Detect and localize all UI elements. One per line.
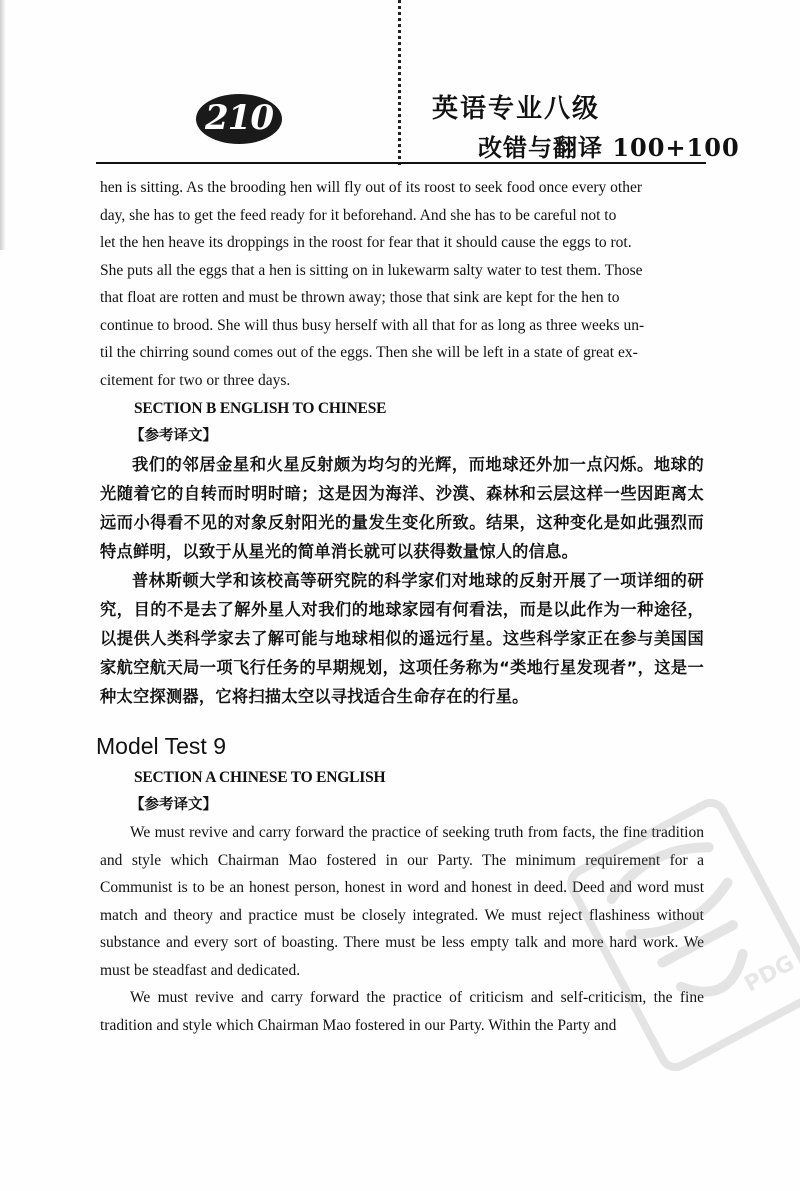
book-title-line2: 改错与翻译 100+100 xyxy=(478,133,740,162)
english-paragraph-2: We must revive and carry forward the practice of seeking truth from facts, the fine tradition and style which Chairman Mao fostered in our Party. The minimum requirement for a Communist is to be an honest person, honest in word and honest in deed. Deed and word must match and theory and practice must be closely integrated. We must reject flashiness without substance and every sort of boasting. There must be less empty talk and more hard work. We must be steadfast and dedicated. xyxy=(100,824,704,979)
page-number: 210 xyxy=(205,98,273,138)
book-title-line1: 英语专业八级 xyxy=(432,94,601,124)
text-line: continue to brood. She will thus busy herself with all that for as long as three weeks un- xyxy=(100,316,645,334)
watermark-text: PDG xyxy=(740,950,799,998)
text-line: let the hen heave its droppings in the roost for fear that it should cause the eggs to rot. xyxy=(100,234,632,251)
reference-translation-label: 【参考译文】 xyxy=(130,797,217,813)
text-line: til the chirring sound comes out of the eggs. Then she will be left in a state of great ex- xyxy=(100,344,638,361)
section-b-heading: SECTION B ENGLISH TO CHINESE xyxy=(134,400,387,417)
model-test-heading: Model Test 9 xyxy=(96,733,226,759)
chinese-paragraph-2: 普林斯顿大学和该校高等研究院的科学家们对地球的反射开展了一项详细的研究，目的不是去了解外星人对我们的地球家园有何看法，而是以此作为一种途径，以提供人类科学家去了解可能与地球相似的遥远行星。这些科学家正在参与美国国家航空航天局一项飞行任务的早期规划，这项任务称为“类地行星发现者”，这是一种太空探测器，它将扫描太空以寻找适合生命存在的行星。 xyxy=(100,571,704,706)
text-line: She puts all the eggs that a hen is sitting on in lukewarm salty water to test them. Those xyxy=(100,261,643,279)
chinese-paragraph-1: 我们的邻居金星和火星反射颇为均匀的光辉，而地球还外加一点闪烁。地球的光随着它的自转而时明时暗；这是因为海洋、沙漠、森林和云层这样一些因距离太远而小得看不见的对象反射阳光的量发生变化所致。结果，这种变化是如此强烈而特点鲜明，以致于从星光的简单消长就可以获得数量惊人的信息。 xyxy=(100,455,704,561)
header-dotted-divider xyxy=(398,0,401,165)
header-rule xyxy=(96,162,706,164)
english-paragraph-3: We must revive and carry forward the practice of criticism and self-criticism, the fine tradition and style which Chairman Mao fostered in our Party. Within the Party and xyxy=(100,989,704,1034)
text-line: that float are rotten and must be thrown away; those that sink are kept for the hen to xyxy=(100,289,620,306)
text-line: citement for two or three days. xyxy=(100,371,291,389)
english-paragraph-continued xyxy=(100,174,704,394)
text-line: hen is sitting. As the brooding hen will fly out of its roost to seek food once every other xyxy=(100,179,642,196)
text-line: day, she has to get the feed ready for it beforehand. And she has to be careful not to xyxy=(100,206,617,224)
scan-edge-shadow xyxy=(0,0,6,250)
reference-translation-label: 【参考译文】 xyxy=(130,428,217,444)
section-a-heading: SECTION A CHINESE TO ENGLISH xyxy=(134,769,386,786)
